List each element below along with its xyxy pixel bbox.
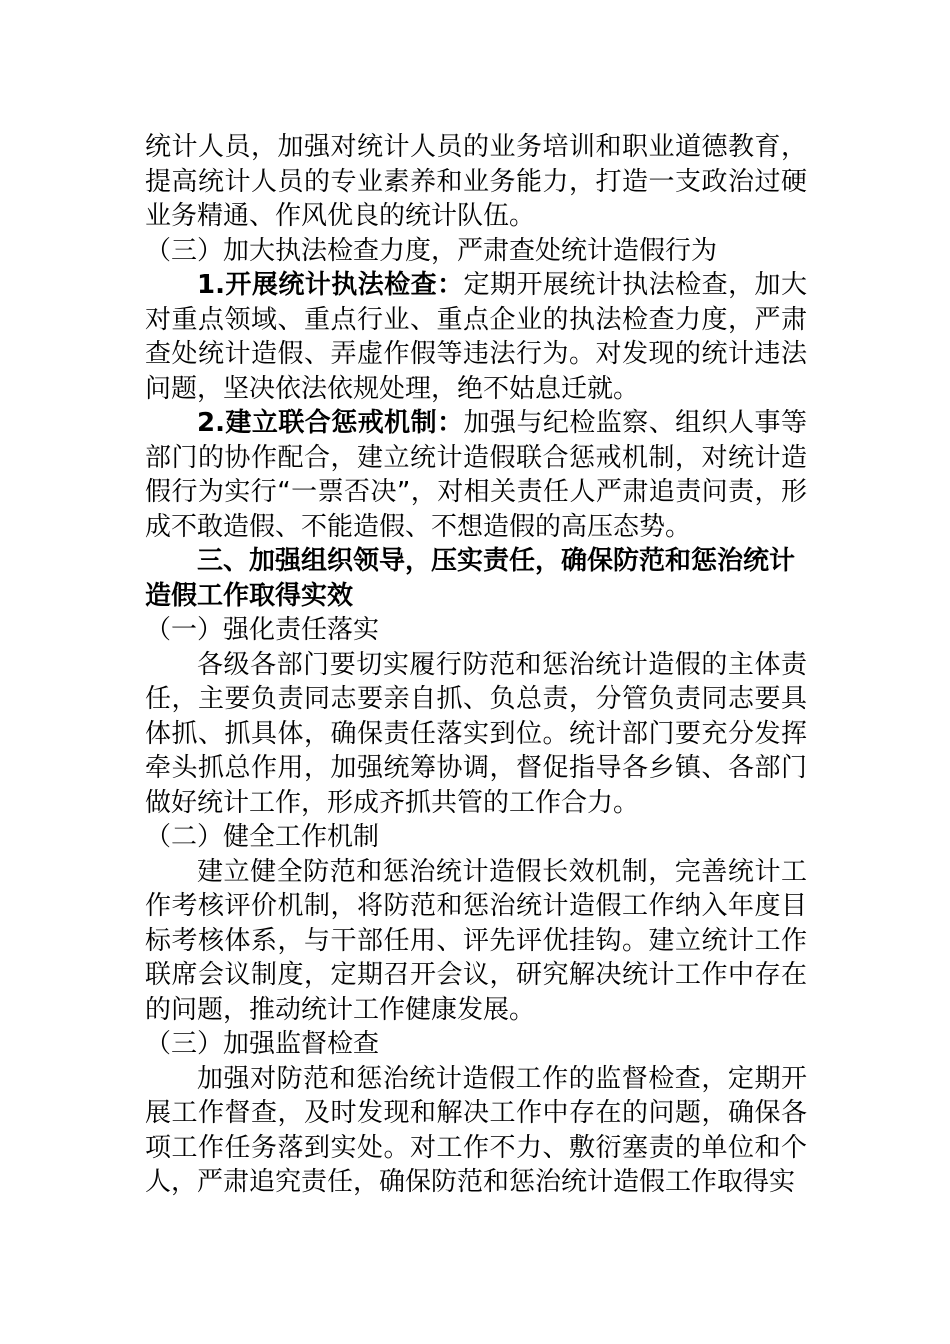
subheading-law-enforcement: （三）加大执法检查力度，严肃查处统计造假行为: [145, 235, 718, 266]
paragraph-body: 加强与纪检监察、组织人事等部门的协作配合，建立统计造假联合惩戒机制，对统计造假行为实行“一票否决”，对相关责任人严肃追责问责，形成不敢造假、不能造假、不想造假的高压态势。: [145, 408, 807, 542]
paragraph-mechanism: 建立健全防范和惩治统计造假长效机制，完善统计工作考核评价机制，将防范和惩治统计造假工作纳入年度目标考核体系，与干部任用、评先评优挂钩。建立统计工作联席会议制度，定期召开会议，研究解决统计工作中存在的问题，推动统计工作健康发展。: [145, 856, 807, 1025]
subheading-supervision: （三）加强监督检查: [145, 1029, 380, 1059]
document-page: [145, 130, 807, 1200]
subheading-responsibility: （一）强化责任落实: [145, 615, 380, 645]
paragraph-joint-punishment: [145, 406, 807, 544]
section-heading-organization: 三、加强组织领导，压实责任，确保防范和惩治统计造假工作取得实效: [145, 546, 796, 611]
paragraph-enforcement-inspection: [145, 268, 807, 406]
paragraph-lead: 1.开展统计执法检查：: [197, 270, 464, 300]
paragraph-supervision: 加强对防范和惩治统计造假工作的监督检查，定期开展工作督查，及时发现和解决工作中存在的问题，确保各项工作任务落到实处。对工作不力、敷衍塞责的单位和个人，严肃追究责任，确保防范和惩治统计造假工作取得实: [145, 1063, 807, 1197]
paragraph-body: 定期开展统计执法检查，加大对重点领域、重点行业、重点企业的执法检查力度，严肃查处统计造假、弄虚作假等违法行为。对发现的统计违法问题，坚决依法依规处理，绝不姑息迁就。: [145, 270, 807, 404]
paragraph-responsibility: 各级各部门要切实履行防范和惩治统计造假的主体责任，主要负责同志要亲自抓、负总责，分管负责同志要具体抓、抓具体，确保责任落实到位。统计部门要充分发挥牵头抓总作用，加强统筹协调，督促指导各乡镇、各部门做好统计工作，形成齐抓共管的工作合力。: [145, 649, 807, 818]
paragraph-continuation: 统计人员，加强对统计人员的业务培训和职业道德教育，提高统计人员的专业素养和业务能力，打造一支政治过硬业务精通、作风优良的统计队伍。: [145, 132, 807, 231]
subheading-mechanism: （二）健全工作机制: [145, 822, 380, 852]
paragraph-lead: 2.建立联合惩戒机制：: [197, 408, 464, 438]
